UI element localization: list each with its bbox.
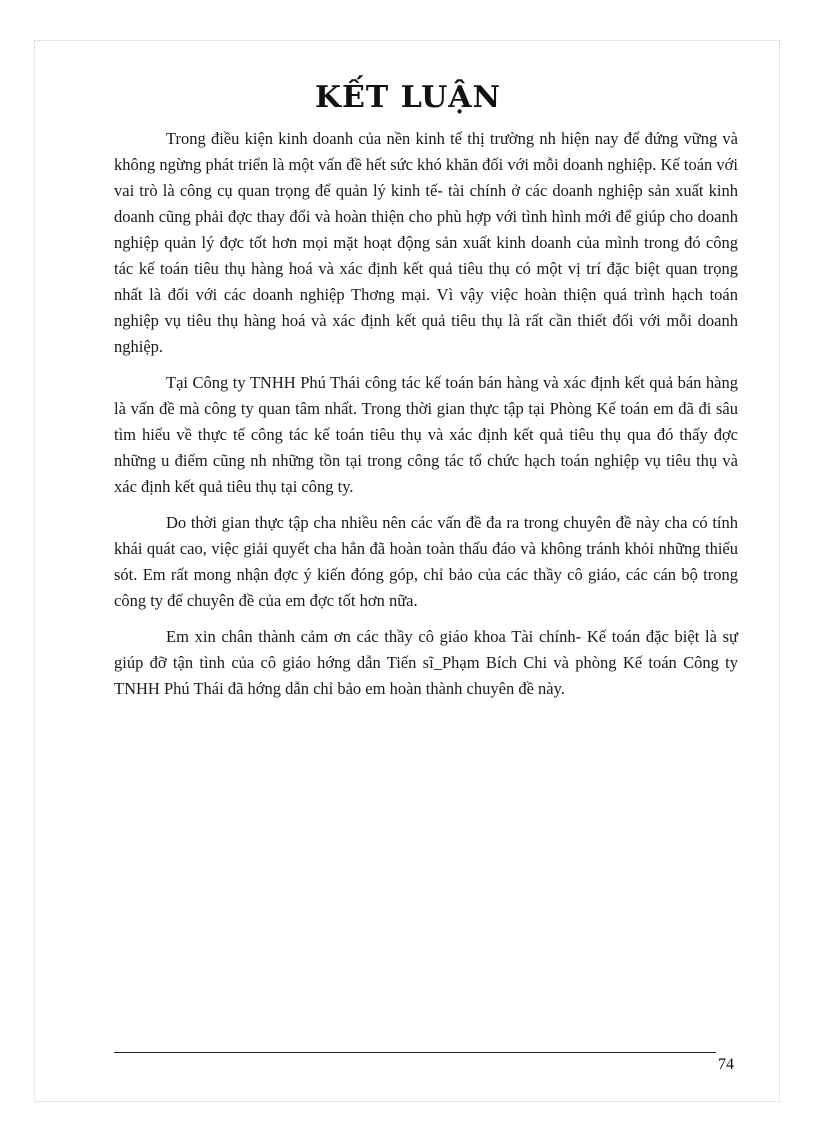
- paragraph-4: Em xin chân thành cảm ơn các thầy cô giáo khoa Tài chính- Kế toán đặc biệt là sự giúp đỡ tận tình của cô giáo hớng dẫn Tiến sĩ_Phạm Bích Chi và phòng Kế toán Công ty TNHH Phú Thái đã hớng dẫn chỉ bảo em hoàn thành chuyên đề này.: [114, 627, 738, 698]
- paragraph-3: Do thời gian thực tập cha nhiều nên các vấn đề đa ra trong chuyên đề này cha có tính khái quát cao, việc giải quyết cha hẳn đã hoàn toàn thấu đáo và không tránh khỏi những thiếu sót. Em rất mong nhận đợc ý kiến đóng góp, chỉ bảo của các thầy cô giáo, các cán bộ trong công ty để chuyên đề của em đợc tốt hơn nữa.: [114, 513, 738, 610]
- page-number: 74: [718, 1056, 734, 1073]
- body-text: [114, 126, 738, 712]
- paragraph-1: Trong điều kiện kinh doanh của nền kinh tế thị trường nh hiện nay để đứng vững và không ngừng phát triển là một vấn đề hết sức khó khăn đối với mỗi doanh nghiệp. Kế toán với vai trò là công cụ quan trọng để quản lý kinh tế- tài chính ở các doanh nghiệp sản xuất kinh doanh cũng phải đợc thay đổi và hoàn thiện cho phù hợp với tình hình mới để giúp cho doanh nghiệp quản lý đợc tốt hơn mọi mặt hoạt động sản xuất kinh doanh của mình trong đó công tác kế toán tiêu thụ hàng hoá và xác định kết quả tiêu thụ có một vị trí đặc biệt quan trọng nhất là đối với các doanh nghiệp Thơng mại. Vì vậy việc hoàn thiện quá trình hạch toán nghiệp vụ tiêu thụ hàng hoá và xác định kết quả tiêu thụ là rất cần thiết đối với mỗi doanh nghiệp.: [114, 129, 738, 356]
- footer-divider: [114, 1052, 716, 1053]
- page-title: KẾT LUẬN: [314, 80, 502, 115]
- paragraph-2: Tại Công ty TNHH Phú Thái công tác kế toán bán hàng và xác định kết quả bán hàng là vấn đề mà công ty quan tâm nhất. Trong thời gian thực tập tại Phòng Kế toán em đã đi sâu tìm hiểu về thực tế công tác kế toán tiêu thụ và xác định kết quả tiêu thụ qua đó thấy đợc những u điểm cũng nh những tồn tại trong công tác tổ chức hạch toán nghiệp vụ tiêu thụ và xác định kết quả tiêu thụ tại công ty.: [114, 373, 738, 496]
